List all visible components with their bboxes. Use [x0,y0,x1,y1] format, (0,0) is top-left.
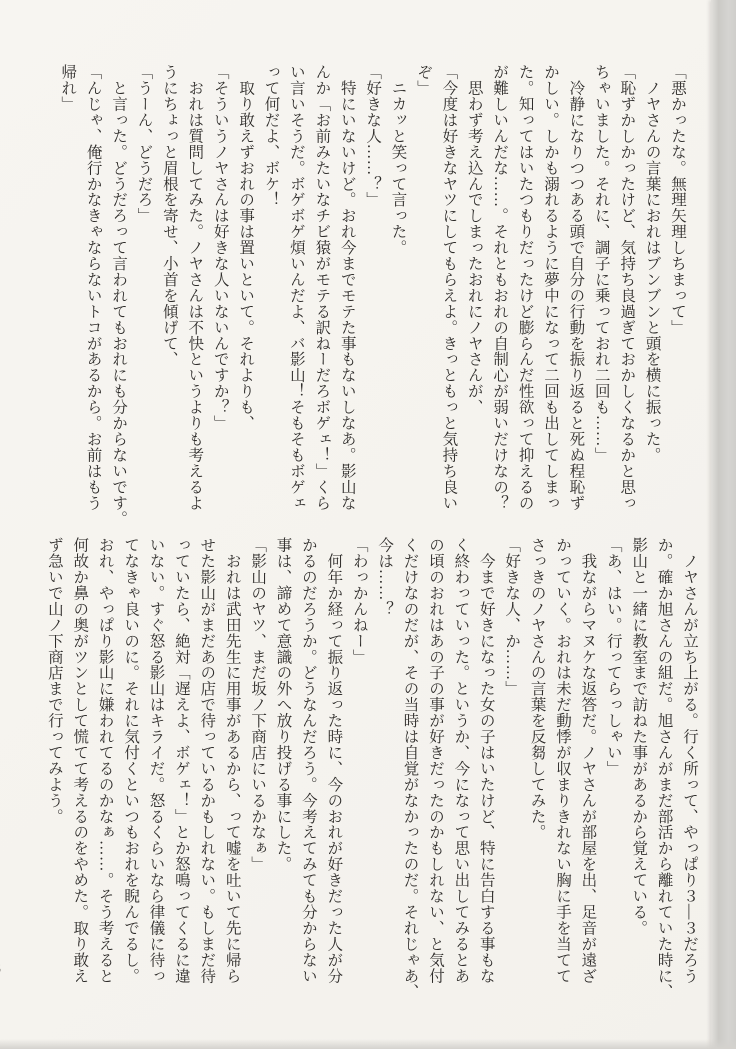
text-line: せた影山がまだあの店で待っているかもしれない。もしまだ待 [198,537,216,984]
text-block-top [55,64,690,542]
text-line: うにちょっと眉根を寄せ、小首を傾げて、 [160,64,178,368]
text-line: か。確か旭さんの組だ。旭さんがまだ部活から離れていた時に、 [655,537,673,1000]
text-line: い言いそうだ。ボゲボゲ煩いんだよ、バ影山！そもそもボゲェ [287,64,305,511]
text-line: 「うーん、どうだろ」 [135,64,153,224]
text-line: いない。すぐ怒る影山はキライだ。怒るくらいなら律儀に待っ [147,537,165,984]
text-line: 「影山のヤツ、まだ坂ノ下商店にいるかなぁ」 [249,537,267,872]
text-line: かっていく。おれは未だ動悸が収まりきれない胸に手を当てて [553,537,571,984]
text-line: 今は……？ [376,537,394,617]
text-line: って何だよ、ボケ！ [262,64,280,208]
text-line: おれは質問してみた。ノヤさんは不快というよりも考えるよ [186,64,204,511]
text-line: 取り敢えずおれの事は置いといて。それよりも、 [237,64,255,431]
text-line: 何故か鼻の奥がツンとして慌てて考えるのをやめた。取り敢え [71,537,89,984]
text-line: おれは武田先生に用事があるから、って嘘を吐いて先に帰ら [223,537,241,984]
text-line: 我ながらマヌケな返答だ。ノヤさんが部屋を出、足音が遠ざ [579,537,597,984]
text-line: 「好きな人、か……」 [503,537,521,697]
text-line: 帰れ」 [59,64,77,112]
text-line: 影山と一緒に教室まで訪ねた事があるから覚えている。 [630,537,648,936]
text-line: ノヤさんが立ち上がる。行く所って、やっぱり３―３だろう [681,537,698,984]
text-line: ぞ」 [414,64,432,96]
text-line: かるのだろうか。どうなんだろう。今考えてみても分からない [299,537,317,984]
text-line: ちゃいました。それに、調子に乗っておれ二回も……」 [592,64,610,463]
text-line: おれ、やっぱり影山に嫌われてるのかなぁ……。そう考えると [96,537,114,984]
text-line: と言った。どうだろって言われてもおれにも分からないです。 [110,64,128,527]
text-line: 思わず考え込んでしまったおれにノヤさんが、 [465,64,483,415]
scan-edge-right [711,0,736,1049]
text-line: ノヤさんの言葉におれはブンブンと頭を横に振った。 [643,64,661,463]
text-line: 「悪かったな。無理矢理しちまって」 [669,64,686,336]
text-line: た。知ってはいたつもりだったけど膨らんだ性欲って抑えるの [516,64,534,511]
page-number [0,960,1,978]
text-line: 「そういうノヤさんは好きな人いないんですか？」 [211,64,229,431]
text-line: が難しいんだな……。それともおれの自制心が弱いだけなの？ [491,64,509,511]
text-line: 「今度は好きなヤツにしてもらえよ。きっともっと気持ち良い [440,64,458,511]
text-line: かしい。しかも溺れるように夢中になって二回も出してしまっ [541,64,559,511]
text-line: くだけなのだが、その当時は自覚がなかったのだ。それじゃあ、 [401,537,419,1000]
text-line: 今まで好きになった女の子はいたけど、特に告白する事もな [477,537,495,984]
text-line: 事は、諦めて意識の外へ放り投げる事にした。 [274,537,292,872]
text-line: の頃のおれはあの子の事が好きだったのかもしれない、と気付 [426,537,444,984]
text-line: 「好きな人……？」 [364,64,382,208]
text-line: んか「お前みたいなチビ猿がモテる訳ねーだろボゲェ！」くら [313,64,331,511]
text-line: 特にいないけど。おれ今までモテた事もないしなあ。影山な [338,64,356,511]
text-block-bottom [41,537,702,1015]
text-line: 「わっかんねー」 [350,537,368,665]
text-line: 「んじゃ、俺行かなきゃならないトコがあるから。お前はもう [84,64,102,511]
text-line: ニカッと笑って言った。 [389,64,407,256]
scan-edge-bottom [0,1039,736,1049]
text-line: ず急いで山ノ下商店まで行ってみよう。 [45,537,63,825]
text-line: 「あ、はい。行ってらっしゃい」 [604,537,622,777]
text-line: てなきゃ良いのに。それに気付くといつもおれを睨んでるし。 [122,537,140,984]
text-line: 何年か経って振り返った時に、今のおれが好きだった人が分 [325,537,343,984]
text-line: っていたら、絶対「遅えよ、ボゲェ！」とか怒鳴ってくるに違 [172,537,190,984]
text-line: 冷静になりつつある頭で自分の行動を振り返ると死ぬ程恥ず [567,64,585,511]
text-line: く終わっていった。というか、今になって思い出してみるとあ [452,537,470,984]
text-line: さっきのノヤさんの言葉を反芻してみた。 [528,537,546,841]
text-line: 「恥ずかしかったけど、気持ち良過ぎておかしくなるかと思っ [618,64,636,511]
